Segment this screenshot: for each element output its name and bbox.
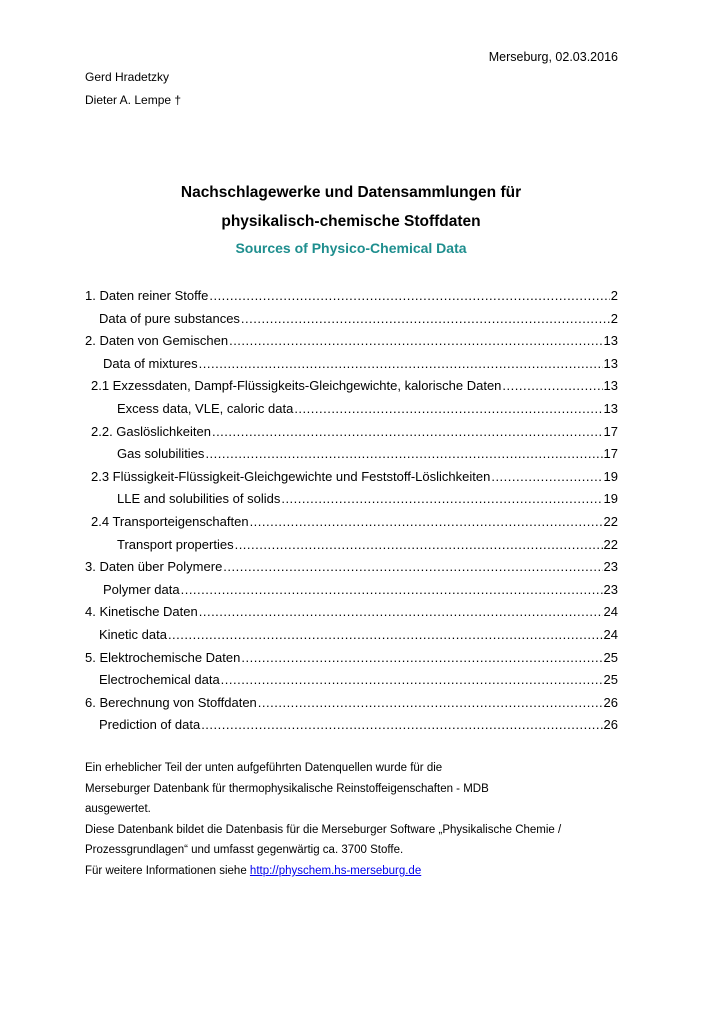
toc-leader-dots (235, 537, 603, 552)
toc-entry-page-number: 13 (603, 400, 618, 416)
toc-entry-label: 1. Daten reiner Stoffe (85, 288, 209, 303)
notes-line: Prozessgrundlagen“ und umfasst gegenwärtig ca. 3700 Stoffe. (85, 844, 404, 857)
toc-entry[interactable] (85, 401, 618, 424)
toc-entry-page-number: 23 (603, 559, 618, 575)
toc-entry-label: 5. Elektrochemische Daten (85, 649, 241, 665)
website-link[interactable]: http://physchem.hs-merseburg.de (249, 864, 422, 877)
toc-entry-label: Excess data, VLE, caloric data (117, 400, 294, 416)
document-title-line-1: Nachschlagewerke und Datensammlungen für (180, 184, 522, 201)
toc-entry-label: Data of pure substances (99, 310, 240, 326)
toc-entry[interactable] (85, 695, 618, 718)
document-title-line-2: physikalisch-chemische Stoffdaten (221, 213, 481, 230)
toc-leader-dots (212, 424, 603, 439)
toc-entry[interactable] (85, 424, 618, 447)
toc-leader-dots (229, 333, 602, 348)
document-date: Merseburg, 02.03.2016 (488, 50, 618, 64)
toc-leader-dots (205, 446, 602, 461)
toc-entry-label: 2.3 Flüssigkeit-Flüssigkeit-Gleichgewichte und Feststoff-Löslichkeiten (91, 468, 491, 484)
toc-entry-page-number: 26 (603, 717, 618, 733)
toc-entry-label: 2.2. Gaslöslichkeiten (91, 423, 211, 439)
toc-entry-page-number: 25 (603, 649, 618, 665)
notes-section (85, 762, 625, 886)
toc-entry[interactable] (85, 537, 618, 560)
toc-leader-dots (209, 288, 609, 303)
toc-entry-page-number: 22 (603, 513, 618, 529)
notes-line: Ein erheblicher Teil der unten aufgeführten Datenquellen wurde für die (85, 762, 443, 774)
toc-entry[interactable] (85, 378, 618, 401)
table-of-contents (85, 288, 618, 740)
toc-entry-page-number: 24 (603, 626, 618, 642)
notes-line: ausgewertet. (85, 803, 151, 816)
toc-entry[interactable] (85, 311, 618, 334)
toc-leader-dots (250, 514, 603, 529)
toc-entry-page-number: 13 (603, 333, 618, 349)
notes-line-with-link (85, 865, 625, 886)
toc-entry-label: Polymer data (103, 581, 180, 597)
toc-entry[interactable] (85, 650, 618, 673)
toc-entry-label: Kinetic data (99, 626, 167, 642)
toc-leader-dots (181, 582, 603, 597)
toc-leader-dots (241, 650, 602, 665)
toc-entry-page-number: 13 (603, 378, 618, 394)
toc-entry-page-number: 2 (610, 288, 618, 303)
toc-entry-label: 2. Daten von Gemischen (85, 333, 229, 349)
toc-leader-dots (241, 311, 610, 326)
toc-leader-dots (199, 604, 603, 619)
toc-entry-label: 3. Daten über Polymere (85, 559, 223, 575)
toc-leader-dots (502, 378, 602, 393)
toc-entry-label: Transport properties (117, 536, 234, 552)
toc-entry-label: 2.1 Exzessdaten, Dampf-Flüssigkeits-Gleichgewichte, kalorische Daten (91, 378, 502, 394)
toc-leader-dots (168, 627, 603, 642)
toc-leader-dots (281, 491, 602, 506)
author-name: Dieter A. Lempe † (85, 93, 182, 107)
toc-entry[interactable] (85, 514, 618, 537)
toc-entry[interactable] (85, 446, 618, 469)
toc-leader-dots (294, 401, 602, 416)
toc-entry-label: Data of mixtures (103, 355, 198, 371)
toc-entry[interactable] (85, 582, 618, 605)
toc-entry[interactable] (85, 288, 618, 311)
toc-entry-page-number: 22 (603, 536, 618, 552)
toc-entry[interactable] (85, 356, 618, 379)
notes-link-prefix: Für weitere Informationen siehe (85, 864, 250, 877)
toc-entry-page-number: 24 (603, 604, 618, 620)
toc-leader-dots (258, 695, 603, 710)
toc-entry-page-number: 25 (603, 672, 618, 688)
toc-entry-page-number: 2 (610, 310, 618, 326)
toc-leader-dots (223, 559, 602, 574)
toc-leader-dots (201, 717, 602, 732)
notes-line: Diese Datenbank bildet die Datenbasis für die Merseburger Software „Physikalische Chemie / (85, 823, 562, 836)
toc-entry-label: Prediction of data (99, 717, 201, 733)
toc-entry-label: 4. Kinetische Daten (85, 604, 198, 620)
toc-entry-page-number: 23 (603, 581, 618, 597)
toc-entry[interactable] (85, 469, 618, 492)
toc-entry-label: 2.4 Transporteigenschaften (91, 513, 249, 529)
toc-entry-page-number: 19 (603, 468, 618, 484)
toc-entry-page-number: 13 (603, 355, 618, 371)
toc-leader-dots (199, 356, 603, 371)
toc-entry-label: Gas solubilities (117, 446, 205, 462)
toc-entry[interactable] (85, 672, 618, 695)
toc-entry-page-number: 17 (603, 423, 618, 439)
toc-entry[interactable] (85, 333, 618, 356)
toc-entry-page-number: 26 (603, 694, 618, 710)
toc-entry-label: Electrochemical data (99, 672, 220, 688)
toc-entry[interactable] (85, 627, 618, 650)
toc-entry-page-number: 19 (603, 491, 618, 507)
toc-entry-page-number: 17 (603, 446, 618, 462)
toc-entry[interactable] (85, 604, 618, 627)
toc-leader-dots (491, 469, 602, 484)
document-subtitle: Sources of Physico-Chemical Data (235, 240, 467, 256)
toc-leader-dots (221, 672, 603, 687)
toc-entry-label: LLE and solubilities of solids (117, 491, 281, 507)
toc-entry[interactable] (85, 559, 618, 582)
toc-entry[interactable] (85, 491, 618, 514)
toc-entry[interactable] (85, 717, 618, 740)
author-name: Gerd Hradetzky (85, 70, 170, 84)
toc-entry-label: 6. Berechnung von Stoffdaten (85, 694, 257, 710)
notes-line: Merseburger Datenbank für thermophysikalische Reinstoffeigenschaften - MDB (85, 782, 489, 795)
